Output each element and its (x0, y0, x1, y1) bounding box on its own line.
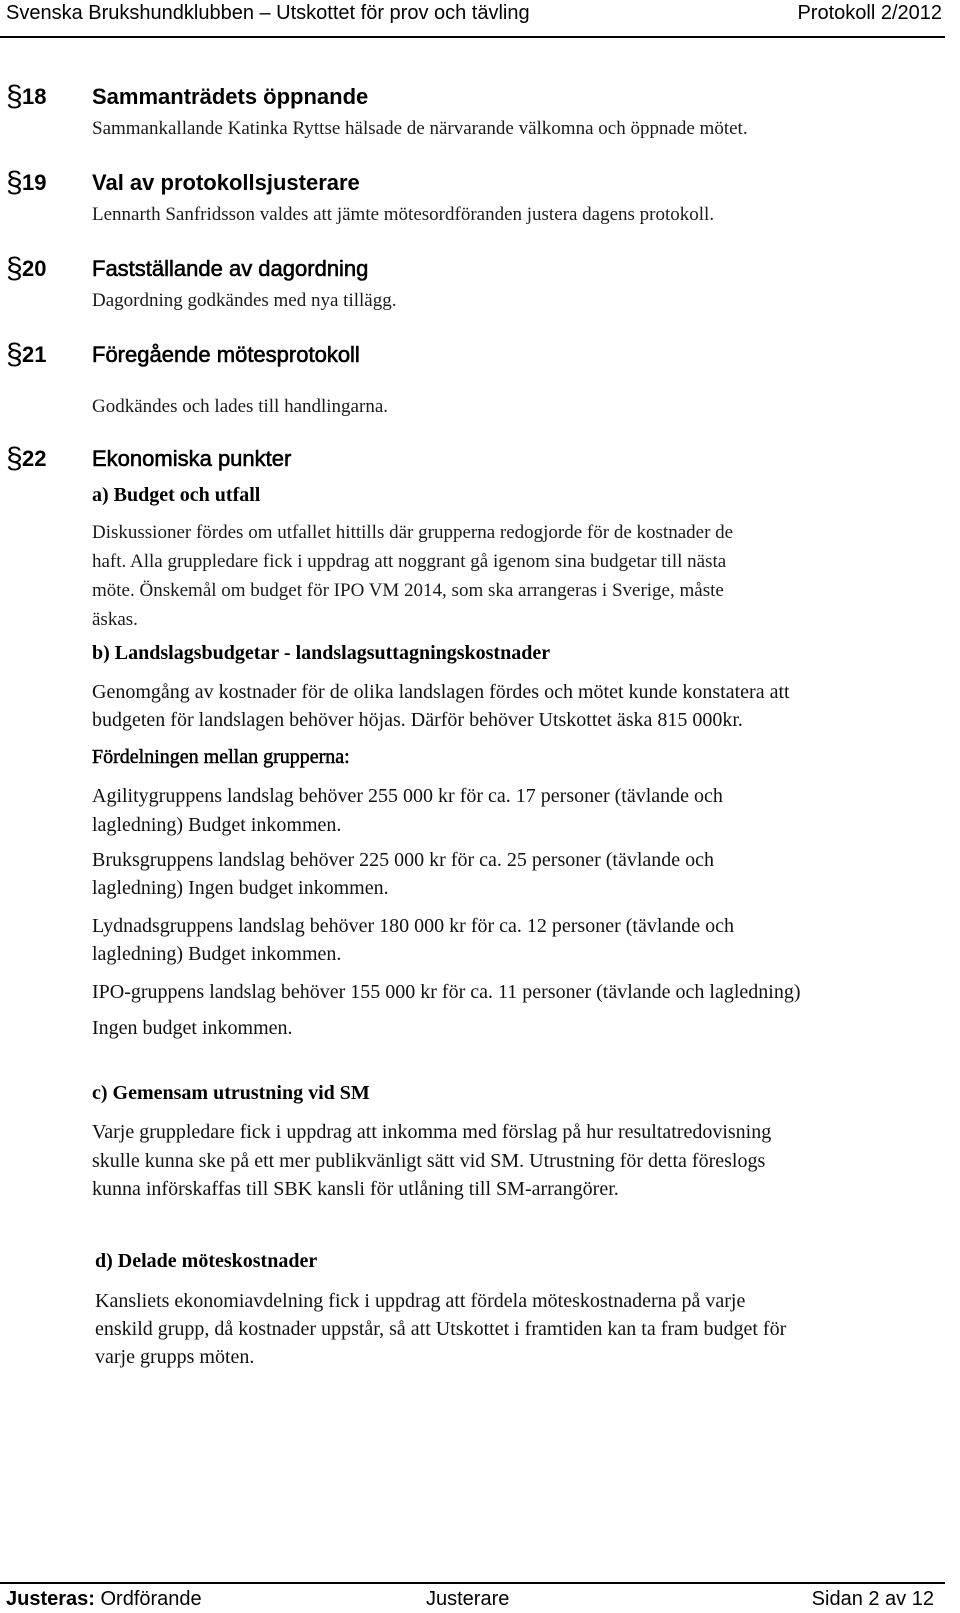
footer-divider (0, 1582, 945, 1584)
subsection-c-line: Varje gruppledare fick i uppdrag att inkomma med förslag på hur resultatredovisning (92, 1121, 772, 1143)
footer-signature-chair (6, 1588, 202, 1611)
header-protocol-number: Protokoll 2/2012 (797, 2, 942, 24)
section-title: Fastställande av dagordning (92, 256, 369, 281)
section-number: 21 (22, 342, 47, 367)
distribution-heading: Fördelningen mellan grupperna: (92, 746, 350, 768)
section-mark: § (6, 442, 23, 475)
section-18-text: Sammankallande Katinka Ryttse hälsade de närvarande välkomna och öppnade mötet. (92, 118, 748, 139)
subsection-a-line: haft. Alla gruppledare fick i uppdrag att noggrant gå igenom sina budgetar till nästa (92, 551, 727, 572)
subsection-c-line: skulle kunna ske på ett mer publikvänligt sätt vid SM. Utrustning för detta föreslogs (92, 1150, 766, 1172)
subsection-b-line: Genomgång av kostnader för de olika landslagen fördes och mötet kunde konstatera att (92, 681, 790, 703)
section-mark: § (6, 252, 23, 285)
page-header (0, 0, 960, 34)
subsection-c-line: kunna införskaffas till SBK kansli för utlåning till SM-arrangörer. (92, 1178, 619, 1200)
header-divider (0, 36, 945, 38)
section-mark: § (6, 166, 23, 199)
subsection-b-title: b) Landslagsbudgetar - landslagsuttagningskostnader (92, 642, 551, 664)
page-footer (0, 1588, 960, 1613)
subsection-d-line: varje grupps möten. (95, 1346, 255, 1368)
subsection-d-line: Kansliets ekonomiavdelning fick i uppdrag att fördela möteskostnaderna på varje (95, 1290, 746, 1312)
subsection-b-line: budgeten för landslagen behöver höjas. Därför behöver Utskottet äska 815 000kr. (92, 709, 743, 731)
subsection-a-line: möte. Önskemål om budget för IPO VM 2014, som ska arrangeras i Sverige, måste (92, 580, 724, 601)
group-line: Lydnadsgruppens landslag behöver 180 000 kr för ca. 12 personer (tävlande och (92, 915, 735, 937)
section-mark: § (6, 338, 23, 371)
section-mark: § (6, 80, 23, 113)
section-number: 19 (22, 170, 47, 195)
subsection-a-line: äskas. (92, 609, 138, 630)
section-title: Sammanträdets öppnande (92, 84, 369, 109)
subsection-a-title: a) Budget och utfall (92, 484, 261, 506)
group-line: lagledning) Budget inkommen. (92, 814, 342, 836)
section-number: 20 (22, 256, 47, 281)
section-title: Föregående mötesprotokoll (92, 342, 360, 367)
subsection-d-line: enskild grupp, då kostnader uppstår, så att Utskottet i framtiden kan ta fram budget för (95, 1318, 787, 1340)
group-line: Ingen budget inkommen. (92, 1017, 293, 1039)
footer-chair-label: Ordförande (94, 1588, 202, 1610)
group-line: Agilitygruppens landslag behöver 255 000 kr för ca. 17 personer (tävlande och (92, 785, 723, 807)
footer-page-number: Sidan 2 av 12 (811, 1588, 934, 1610)
group-line: Bruksgruppens landslag behöver 225 000 kr för ca. 25 personer (tävlande och (92, 849, 715, 871)
footer-signature-adjuster: Justerare (426, 1588, 510, 1610)
section-21-text: Godkändes och lades till handlingarna. (92, 396, 389, 417)
group-line: lagledning) Ingen budget inkommen. (92, 877, 389, 899)
subsection-a-line: Diskussioner fördes om utfallet hittills där grupperna redogjorde för de kostnader de (92, 522, 734, 543)
subsection-c-title: c) Gemensam utrustning vid SM (92, 1082, 370, 1104)
section-20-text: Dagordning godkändes med nya tillägg. (92, 290, 397, 311)
header-organization: Svenska Brukshundklubben – Utskottet för prov och tävling (6, 2, 530, 24)
subsection-d-title: d) Delade möteskostnader (95, 1250, 318, 1272)
section-19-text: Lennarth Sanfridsson valdes att jämte mötesordföranden justera dagens protokoll. (92, 204, 715, 225)
section-number: 22 (22, 446, 47, 471)
section-title: Val av protokollsjusterare (92, 170, 360, 195)
section-title: Ekonomiska punkter (92, 446, 292, 471)
group-line: IPO-gruppens landslag behöver 155 000 kr för ca. 11 personer (tävlande och lagledning) (92, 981, 801, 1003)
footer-justeras-label: Justeras: (6, 1588, 95, 1610)
section-number: 18 (22, 84, 47, 109)
group-line: lagledning) Budget inkommen. (92, 943, 342, 965)
